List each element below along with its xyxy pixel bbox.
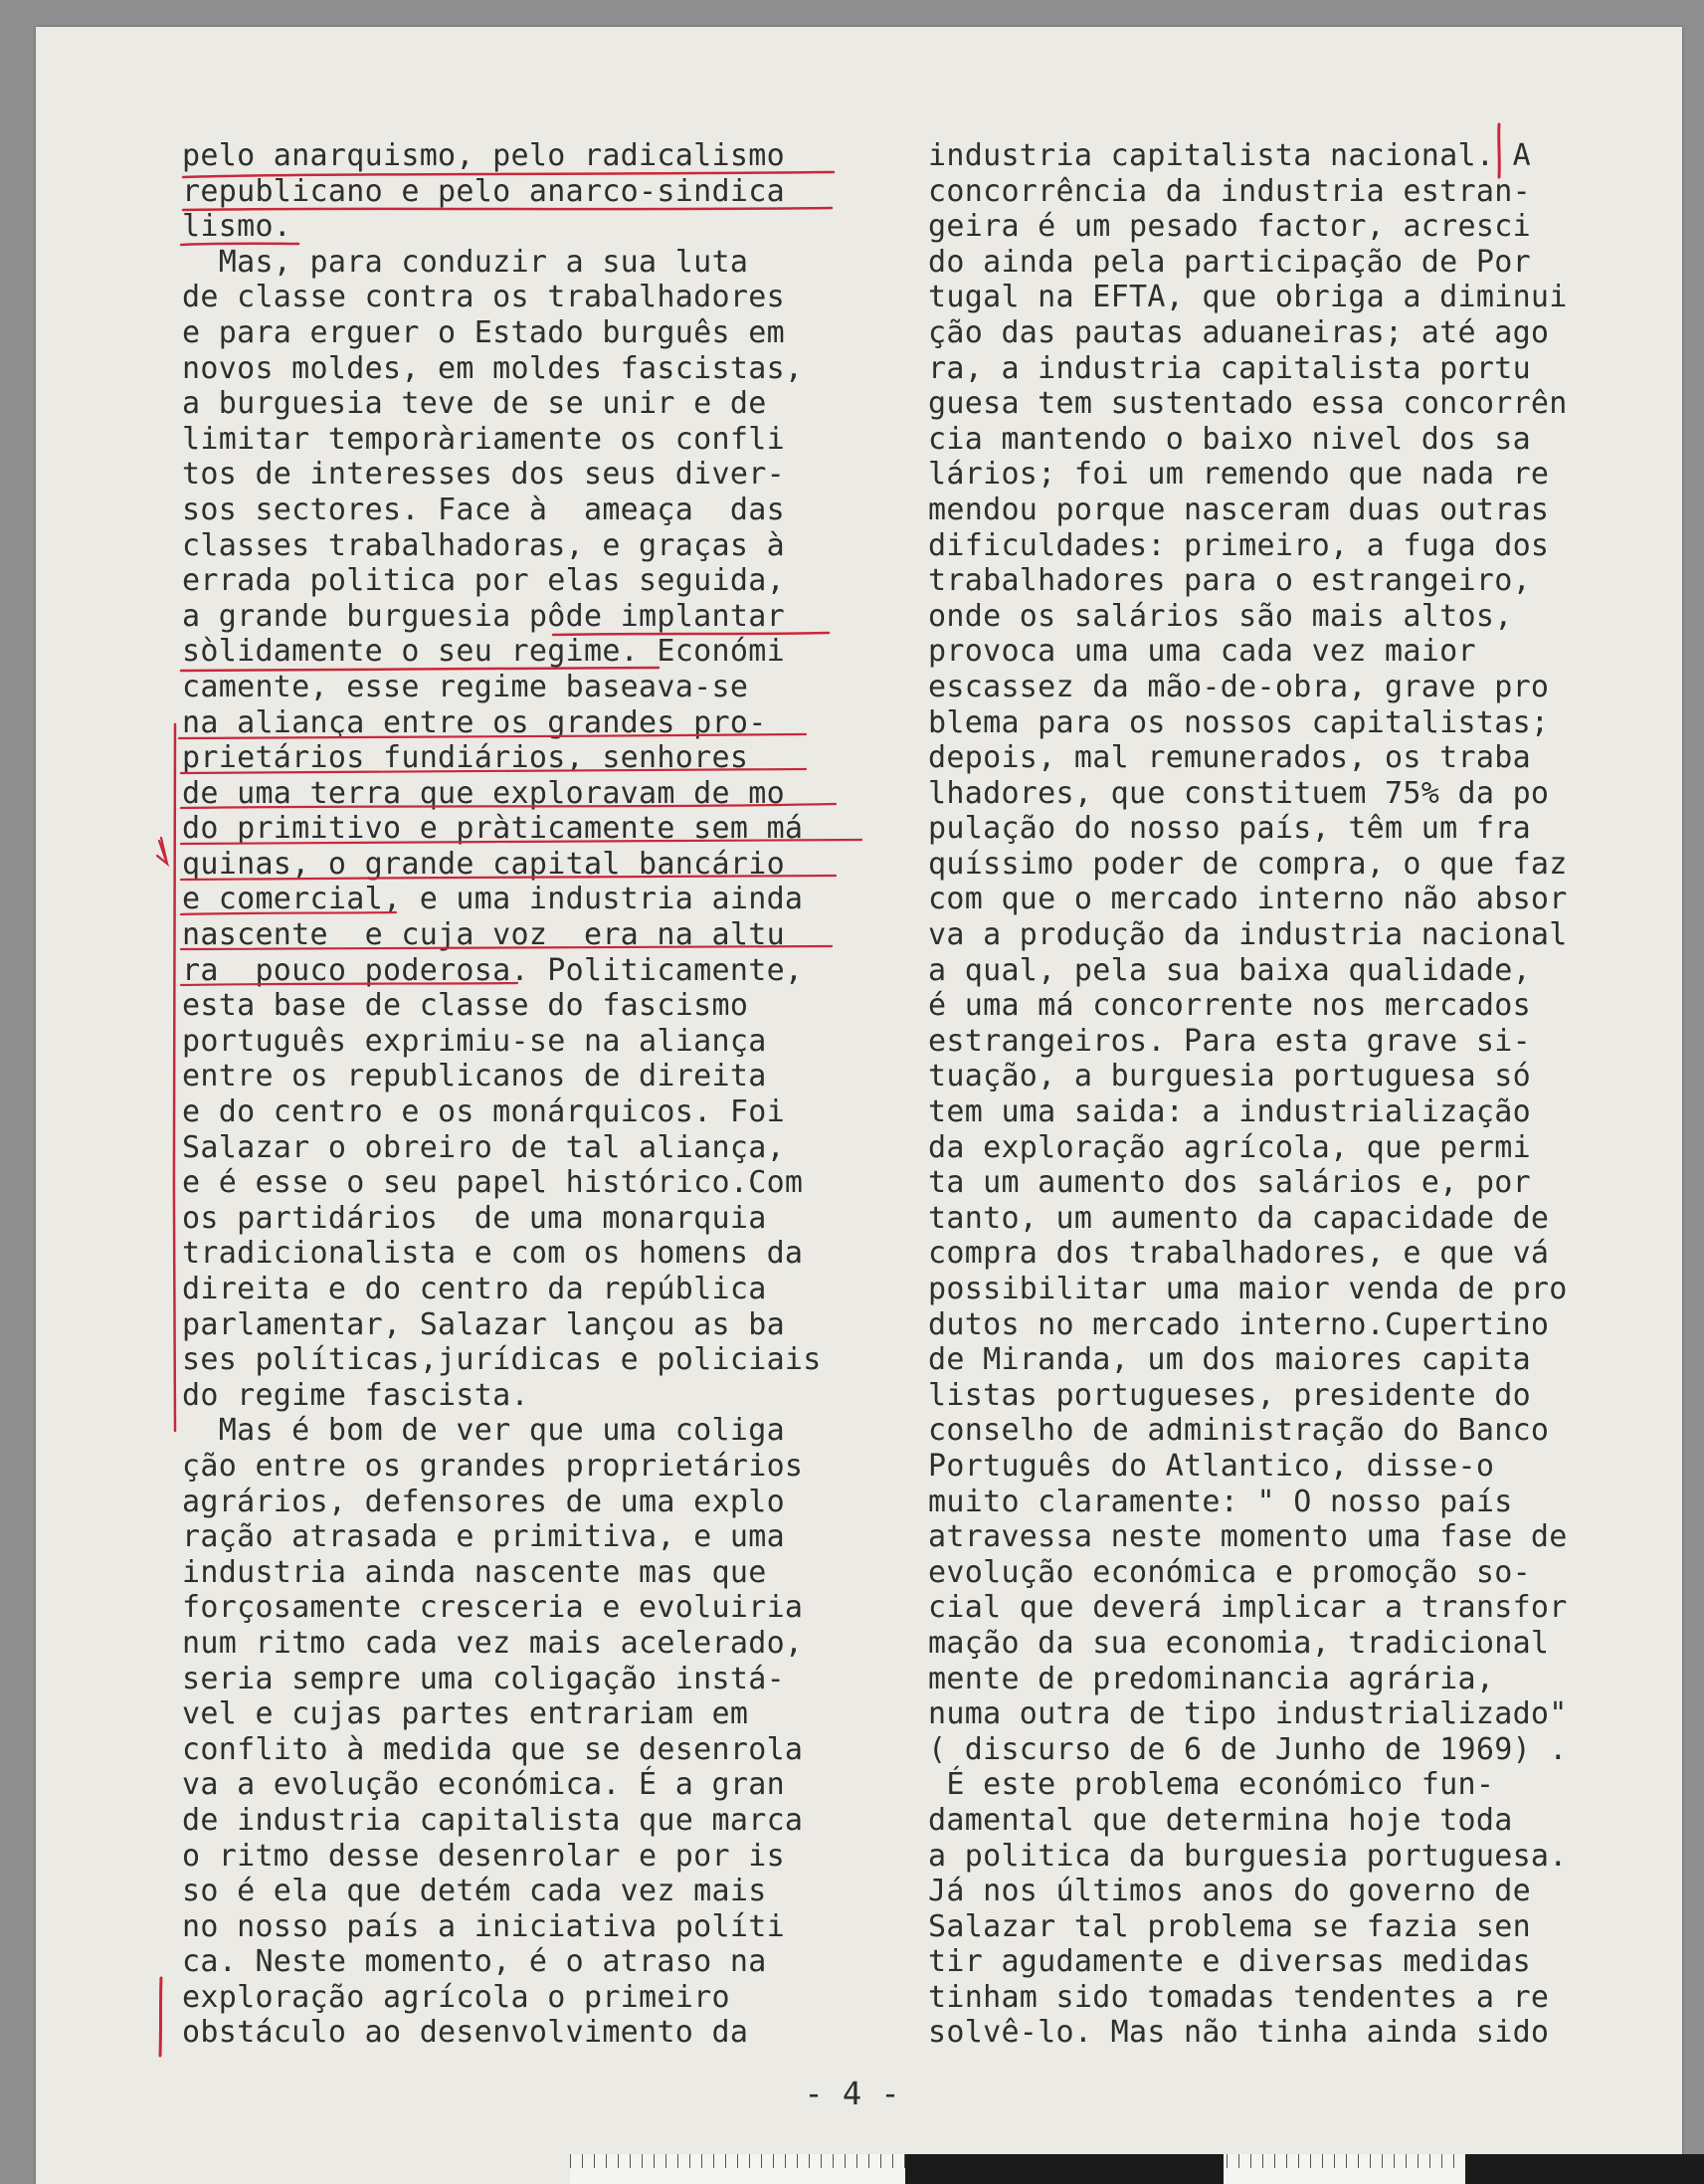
- text-line: direita e do centro da república: [182, 1272, 767, 1306]
- text-line: onde os salários são mais altos,: [928, 598, 1513, 634]
- text-line: mente de predominancia agrária,: [928, 1661, 1495, 1696]
- text-line: num ritmo cada vez mais acelerado,: [182, 1625, 804, 1661]
- text-line: a qual, pela sua baixa qualidade,: [928, 952, 1531, 988]
- text-line: o ritmo desse desenrolar e por is: [182, 1838, 785, 1874]
- text-line: entre os republicanos de direita: [182, 1059, 767, 1094]
- text-line: e é esse o seu papel histórico.Com: [182, 1165, 804, 1201]
- text-line: numa outra de tipo industrializado": [928, 1696, 1568, 1732]
- text-line: ração atrasada e primitiva, e uma: [182, 1519, 785, 1555]
- text-line: ses políticas,jurídicas e policiais: [182, 1342, 822, 1378]
- text-line: quíssimo poder de compra, o que faz: [928, 846, 1568, 882]
- text-line: concorrência da industria estran-: [928, 173, 1531, 209]
- text-line: a politica da burguesia portuguesa.: [928, 1838, 1568, 1874]
- scale-ruler: [570, 2154, 1704, 2184]
- text-line: forçosamente cresceria e evoluiria: [182, 1590, 804, 1626]
- text-line: cia mantendo o baixo nivel dos sa: [928, 421, 1531, 457]
- text-line: pelo anarquismo, pelo radicalismo: [182, 138, 785, 173]
- text-line: dificuldades: primeiro, a fuga dos: [928, 527, 1550, 563]
- text-line: escassez da mão-de-obra, grave pro: [928, 669, 1550, 704]
- text-line: do primitivo e pràticamente sem má: [182, 811, 804, 847]
- text-line: trabalhadores para o estrangeiro,: [928, 563, 1531, 599]
- text-line: e comercial, e uma industria ainda: [182, 882, 804, 917]
- text-line: tugal na EFTA, que obriga a diminui: [928, 280, 1568, 315]
- text-line: errada politica por elas seguida,: [182, 563, 785, 599]
- text-line: do ainda pela participação de Por: [928, 244, 1531, 280]
- text-line: ra, a industria capitalista portu: [928, 350, 1531, 386]
- text-line: a burguesia teve de se unir e de: [182, 386, 767, 422]
- text-line: sòlidamente o seu regime. Económi: [182, 634, 785, 670]
- text-line: estrangeiros. Para esta grave si-: [928, 1023, 1531, 1059]
- text-line: ta um aumento dos salários e, por: [928, 1165, 1531, 1201]
- text-line: tir agudamente e diversas medidas: [928, 1944, 1531, 1980]
- text-line: provoca uma uma cada vez maior: [928, 634, 1476, 670]
- text-line: Mas é bom de ver que uma coliga: [182, 1413, 785, 1449]
- text-line: de classe contra os trabalhadores: [182, 280, 785, 315]
- text-line: tos de interesses dos seus diver-: [182, 457, 785, 493]
- text-line: parlamentar, Salazar lançou as ba: [182, 1306, 785, 1342]
- text-line: limitar temporàriamente os confli: [182, 421, 785, 457]
- text-line: industria capitalista nacional. A: [928, 138, 1531, 173]
- text-line: na aliança entre os grandes pro-: [182, 704, 767, 740]
- text-line: dutos no mercado interno.Cupertino: [928, 1306, 1550, 1342]
- text-line: de Miranda, um dos maiores capita: [928, 1342, 1531, 1378]
- right-text-column: [928, 138, 1568, 2051]
- text-line: esta base de classe do fascismo: [182, 988, 749, 1024]
- text-line: ção das pautas aduaneiras; até ago: [928, 314, 1550, 350]
- text-line: muito claramente: " O nosso país: [928, 1484, 1513, 1519]
- text-line: evolução económica e promoção so-: [928, 1554, 1531, 1590]
- ruler-dark-segment: [1465, 2154, 1704, 2184]
- text-line: classes trabalhadoras, e graças à: [182, 527, 785, 563]
- text-line: É este problema económico fun-: [928, 1767, 1495, 1803]
- text-line: ção entre os grandes proprietários: [182, 1448, 804, 1484]
- text-line: geira é um pesado factor, acresci: [928, 209, 1531, 245]
- text-line: va a produção da industria nacional: [928, 917, 1568, 953]
- text-line: conflito à medida que se desenrola: [182, 1731, 804, 1767]
- text-line: atravessa neste momento uma fase de: [928, 1519, 1568, 1555]
- text-line: lismo.: [182, 209, 292, 245]
- ruler-dark-segment: [905, 2154, 1224, 2184]
- text-line: Português do Atlantico, disse-o: [928, 1448, 1495, 1484]
- text-line: vel e cujas partes entrariam em: [182, 1696, 749, 1732]
- text-line: tinham sido tomadas tendentes a re: [928, 1979, 1550, 2015]
- text-line: sos sectores. Face à ameaça das: [182, 492, 785, 527]
- text-line: solvê-lo. Mas não tinha ainda sido: [928, 2015, 1550, 2051]
- text-line: va a evolução económica. É a gran: [182, 1767, 785, 1803]
- text-line: blema para os nossos capitalistas;: [928, 704, 1550, 740]
- text-line: novos moldes, em moldes fascistas,: [182, 350, 804, 386]
- text-line: Já nos últimos anos do governo de: [928, 1874, 1531, 1909]
- text-line: ca. Neste momento, é o atraso na: [182, 1944, 767, 1980]
- text-line: é uma má concorrente nos mercados: [928, 988, 1531, 1024]
- text-line: seria sempre uma coligação instá-: [182, 1661, 785, 1696]
- text-line: tuação, a burguesia portuguesa só: [928, 1059, 1531, 1094]
- text-line: lários; foi um remendo que nada re: [928, 457, 1550, 493]
- text-line: damental que determina hoje toda: [928, 1802, 1513, 1838]
- text-line: tradicionalista e com os homens da: [182, 1236, 804, 1272]
- text-line: no nosso país a iniciativa políti: [182, 1908, 785, 1944]
- text-line: ( discurso de 6 de Junho de 1969) .: [928, 1731, 1568, 1767]
- page-number: - 4 -: [804, 2075, 900, 2112]
- text-line: mação da sua economia, tradicional: [928, 1625, 1550, 1661]
- text-line: de uma terra que exploravam de mo: [182, 775, 785, 811]
- text-line: listas portugueses, presidente do: [928, 1377, 1531, 1413]
- text-line: possibilitar uma maior venda de pro: [928, 1272, 1568, 1306]
- text-line: Salazar o obreiro de tal aliança,: [182, 1129, 785, 1165]
- text-line: cial que deverá implicar a transfor: [928, 1590, 1568, 1626]
- text-line: prietários fundiários, senhores: [182, 740, 749, 776]
- text-line: com que o mercado interno não absor: [928, 882, 1568, 917]
- text-line: da exploração agrícola, que permi: [928, 1129, 1531, 1165]
- text-line: tanto, um aumento da capacidade de: [928, 1200, 1550, 1236]
- left-text-column: [182, 138, 822, 2051]
- text-line: nascente e cuja voz era na altu: [182, 917, 785, 953]
- text-line: guesa tem sustentado essa concorrên: [928, 386, 1568, 422]
- text-line: tem uma saida: a industrialização: [928, 1094, 1531, 1130]
- text-line: e para erguer o Estado burguês em: [182, 314, 785, 350]
- text-line: mendou porque nasceram duas outras: [928, 492, 1550, 527]
- text-line: ra pouco poderosa. Politicamente,: [182, 952, 804, 988]
- text-line: lhadores, que constituem 75% da po: [928, 775, 1550, 811]
- text-line: obstáculo ao desenvolvimento da: [182, 2015, 749, 2051]
- text-line: a grande burguesia pôde implantar: [182, 598, 785, 634]
- text-line: Salazar tal problema se fazia sen: [928, 1908, 1531, 1944]
- text-line: Mas, para conduzir a sua luta: [182, 244, 749, 280]
- text-line: do regime fascista.: [182, 1377, 529, 1413]
- text-line: compra dos trabalhadores, e que vá: [928, 1236, 1550, 1272]
- text-line: conselho de administração do Banco: [928, 1413, 1550, 1449]
- text-line: quinas, o grande capital bancário: [182, 846, 785, 882]
- text-line: camente, esse regime baseava-se: [182, 669, 749, 704]
- text-line: e do centro e os monárquicos. Foi: [182, 1094, 785, 1130]
- text-line: agrários, defensores de uma explo: [182, 1484, 785, 1519]
- text-line: exploração agrícola o primeiro: [182, 1979, 730, 2015]
- text-line: so é ela que detém cada vez mais: [182, 1874, 767, 1909]
- text-line: republicano e pelo anarco-sindica: [182, 173, 785, 209]
- text-line: de industria capitalista que marca: [182, 1802, 804, 1838]
- text-line: português exprimiu-se na aliança: [182, 1023, 767, 1059]
- text-line: industria ainda nascente mas que: [182, 1554, 767, 1590]
- text-line: pulação do nosso país, têm um fra: [928, 811, 1531, 847]
- text-line: depois, mal remunerados, os traba: [928, 740, 1531, 776]
- text-line: os partidários de uma monarquia: [182, 1200, 767, 1236]
